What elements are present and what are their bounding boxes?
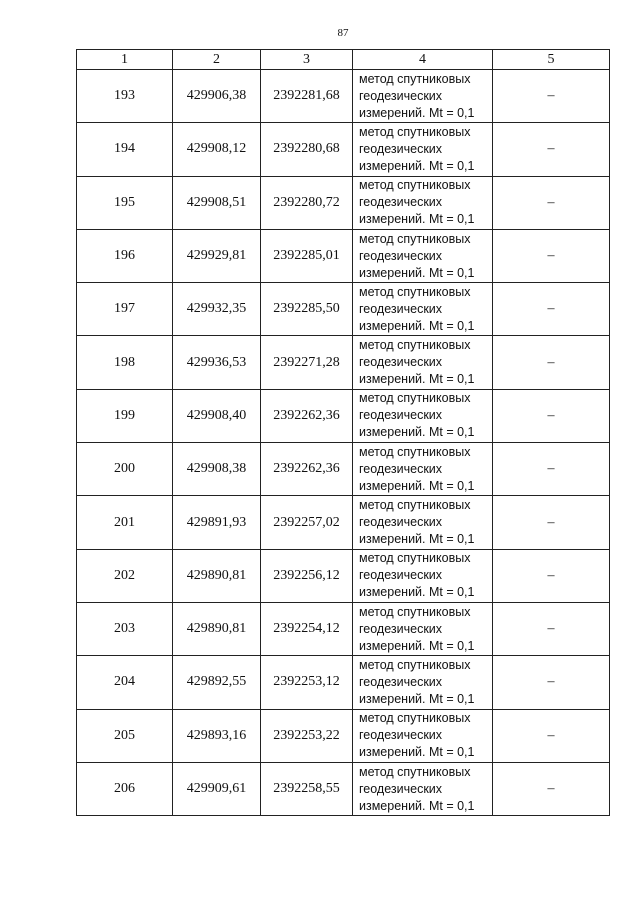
coord-x: 429893,16 [173, 709, 261, 762]
table-row [77, 283, 610, 336]
method-description [353, 70, 493, 123]
coord-x: 429891,93 [173, 496, 261, 549]
point-number: 198 [77, 336, 173, 389]
coord-x: 429936,53 [173, 336, 261, 389]
note-dash: – [493, 389, 610, 442]
table-row [77, 229, 610, 282]
coordinates-table [76, 49, 610, 816]
method-line: измерений. Mt = 0,1 [359, 318, 475, 333]
method-line: измерений. Mt = 0,1 [359, 265, 475, 280]
method-line: геодезических [359, 88, 443, 103]
header-col-5: 5 [493, 50, 610, 70]
method-description [353, 176, 493, 229]
coord-x: 429908,40 [173, 389, 261, 442]
coord-x: 429909,61 [173, 762, 261, 815]
point-number: 193 [77, 70, 173, 123]
method-description [353, 496, 493, 549]
method-line: геодезических [359, 515, 443, 530]
point-number: 194 [77, 123, 173, 176]
method-line: измерений. Mt = 0,1 [359, 372, 475, 387]
header-col-3: 3 [261, 50, 353, 70]
method-line: метод спутниковых [359, 284, 471, 299]
point-number: 202 [77, 549, 173, 602]
coord-y: 2392280,72 [261, 176, 353, 229]
method-line: метод спутниковых [359, 338, 471, 353]
note-dash: – [493, 656, 610, 709]
method-line: геодезических [359, 568, 443, 583]
method-description [353, 602, 493, 655]
method-line: метод спутниковых [359, 551, 471, 566]
method-line: геодезических [359, 355, 443, 370]
header-col-1: 1 [77, 50, 173, 70]
method-line: геодезических [359, 408, 443, 423]
point-number: 199 [77, 389, 173, 442]
method-line: метод спутниковых [359, 444, 471, 459]
method-line: измерений. Mt = 0,1 [359, 691, 475, 706]
coord-y: 2392254,12 [261, 602, 353, 655]
page-number: 87 [337, 27, 349, 39]
table-row [77, 762, 610, 815]
method-line: метод спутниковых [359, 604, 471, 619]
coord-y: 2392258,55 [261, 762, 353, 815]
note-dash: – [493, 123, 610, 176]
method-line: метод спутниковых [359, 657, 471, 672]
method-line: измерений. Mt = 0,1 [359, 798, 475, 813]
note-dash: – [493, 443, 610, 496]
coord-y: 2392262,36 [261, 389, 353, 442]
note-dash: – [493, 602, 610, 655]
point-number: 196 [77, 229, 173, 282]
note-dash: – [493, 762, 610, 815]
note-dash: – [493, 70, 610, 123]
coord-x: 429908,12 [173, 123, 261, 176]
method-line: геодезических [359, 728, 443, 743]
table-row [77, 656, 610, 709]
coord-x: 429908,51 [173, 176, 261, 229]
point-number: 204 [77, 656, 173, 709]
note-dash: – [493, 283, 610, 336]
coord-x: 429890,81 [173, 549, 261, 602]
method-line: измерений. Mt = 0,1 [359, 532, 475, 547]
method-description [353, 709, 493, 762]
coord-y: 2392271,28 [261, 336, 353, 389]
method-line: метод спутниковых [359, 711, 471, 726]
method-line: измерений. Mt = 0,1 [359, 212, 475, 227]
method-line: метод спутниковых [359, 71, 471, 86]
note-dash: – [493, 496, 610, 549]
method-description [353, 283, 493, 336]
method-line: геодезических [359, 301, 443, 316]
method-line: метод спутниковых [359, 391, 471, 406]
coord-y: 2392280,68 [261, 123, 353, 176]
note-dash: – [493, 229, 610, 282]
method-description [353, 389, 493, 442]
coord-y: 2392253,12 [261, 656, 353, 709]
table-row [77, 496, 610, 549]
method-line: измерений. Mt = 0,1 [359, 425, 475, 440]
point-number: 206 [77, 762, 173, 815]
coord-y: 2392285,50 [261, 283, 353, 336]
table-row [77, 602, 610, 655]
method-description [353, 656, 493, 709]
method-description [353, 549, 493, 602]
table-row [77, 70, 610, 123]
point-number: 197 [77, 283, 173, 336]
point-number: 201 [77, 496, 173, 549]
method-description [353, 336, 493, 389]
method-line: измерений. Mt = 0,1 [359, 745, 475, 760]
table-body [77, 70, 610, 816]
note-dash: – [493, 549, 610, 602]
point-number: 195 [77, 176, 173, 229]
method-line: геодезических [359, 195, 443, 210]
coord-x: 429908,38 [173, 443, 261, 496]
header-col-4: 4 [353, 50, 493, 70]
coord-y: 2392253,22 [261, 709, 353, 762]
note-dash: – [493, 709, 610, 762]
method-line: измерений. Mt = 0,1 [359, 105, 475, 120]
method-line: метод спутниковых [359, 124, 471, 139]
table-row [77, 709, 610, 762]
method-line: метод спутниковых [359, 764, 471, 779]
method-line: метод спутниковых [359, 498, 471, 513]
table-row [77, 176, 610, 229]
table-row [77, 123, 610, 176]
method-line: геодезических [359, 621, 443, 636]
method-description [353, 762, 493, 815]
method-line: геодезических [359, 674, 443, 689]
table-row [77, 336, 610, 389]
coord-y: 2392281,68 [261, 70, 353, 123]
table-row [77, 443, 610, 496]
method-line: измерений. Mt = 0,1 [359, 158, 475, 173]
method-line: геодезических [359, 781, 443, 796]
point-number: 205 [77, 709, 173, 762]
coord-x: 429892,55 [173, 656, 261, 709]
coord-y: 2392262,36 [261, 443, 353, 496]
header-col-2: 2 [173, 50, 261, 70]
coord-x: 429932,35 [173, 283, 261, 336]
coord-y: 2392285,01 [261, 229, 353, 282]
method-description [353, 229, 493, 282]
method-line: метод спутниковых [359, 178, 471, 193]
coord-y: 2392256,12 [261, 549, 353, 602]
method-line: геодезических [359, 248, 443, 263]
coord-y: 2392257,02 [261, 496, 353, 549]
point-number: 200 [77, 443, 173, 496]
method-line: измерений. Mt = 0,1 [359, 478, 475, 493]
note-dash: – [493, 336, 610, 389]
coord-x: 429890,81 [173, 602, 261, 655]
method-line: измерений. Mt = 0,1 [359, 638, 475, 653]
method-line: геодезических [359, 461, 443, 476]
coord-x: 429929,81 [173, 229, 261, 282]
method-line: измерений. Mt = 0,1 [359, 585, 475, 600]
coord-x: 429906,38 [173, 70, 261, 123]
method-line: геодезических [359, 141, 443, 156]
table-row [77, 549, 610, 602]
table-header-row [77, 50, 610, 70]
table-row [77, 389, 610, 442]
method-description [353, 443, 493, 496]
method-line: метод спутниковых [359, 231, 471, 246]
method-description [353, 123, 493, 176]
point-number: 203 [77, 602, 173, 655]
note-dash: – [493, 176, 610, 229]
